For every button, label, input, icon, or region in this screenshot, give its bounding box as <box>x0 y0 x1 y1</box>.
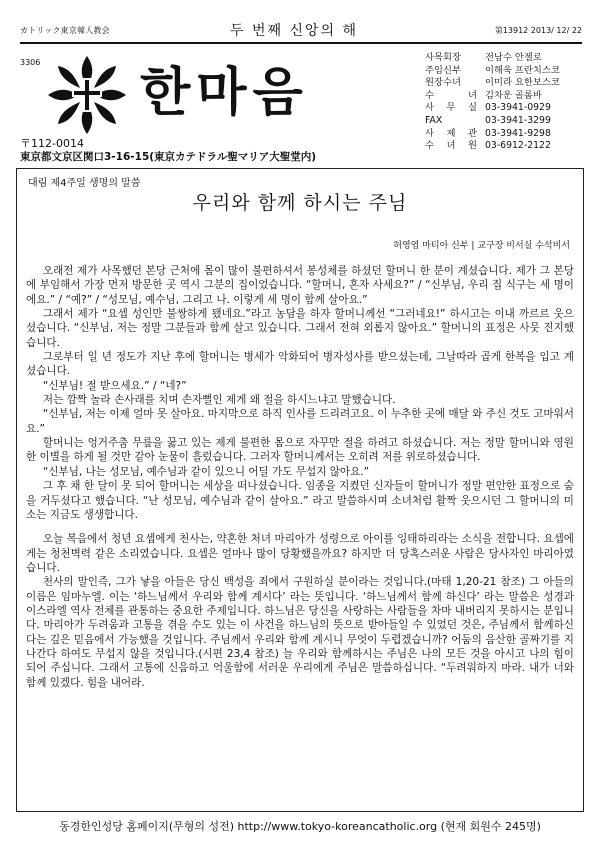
staff-row <box>425 115 585 128</box>
newsletter-title: 한마음 <box>140 62 309 123</box>
article-paragraph: 천사의 말인즉, 그가 낳을 아들은 당신 백성을 죄에서 구원하실 분이라는 것입니다.(마태 1,20-21 참조) 그 아들의 이름은 임마누엘. 이는 ‘하느님께서 우리와 함께 계시다’ 라는 뜻입니다. ‘하느님께서 함께 하신다’ 라는 말씀은 성경과 이스라엘 역사 전체를 관통하는 중요한 주제입니다. 하느님은 당신을 사랑하는 사람들을 차마 내버리지 못하시는 분입니다. 마리아가 두려움과 고통을 겪을 수도 있는 이 사건을 하느님의 뜻으로 받아들일 수 있었던 것은, 주님께서 함께하신다는 깊은 믿음에서 가능했을 것입니다. 주님께서 우리와 함께 계시니 무엇이 두렵겠습니까? 어둠의 음산한 골짜기를 지나간다 하여도 무섭지 않을 것입니다.(시편 23,4 참조) 늘 우리와 함께하시는 주님은 나의 모든 것을 아시고 나의 힘이 되어 주십니다. 그래서 고통에 신음하고 억울함에 서러운 우리에게 주님은 말씀하십니다. “두려워하지 마라. 내가 너와 함께 있겠다. 힘을 내어라. <box>26 576 574 689</box>
staff-row <box>425 128 585 141</box>
address: 東京都文京区関口3-16-15(東京カテドラル聖マリア大聖堂内) <box>20 151 317 163</box>
paragraph-gap <box>26 522 574 532</box>
staff-value: 김차운 골롬바 <box>485 89 542 101</box>
staff-value: 전남수 안젤로 <box>485 52 542 63</box>
staff-label: 사 무 실 <box>425 102 477 114</box>
staff-label: FAX <box>425 114 443 126</box>
staff-row <box>425 140 585 153</box>
footer-website: 동경한인성당 홈페이지(무형의 성전) http://www.tokyo-koreancatholic.org (현재 회원수 245명) <box>59 820 541 833</box>
section-label: 대림 제4주일 생명의 말씀 <box>28 178 141 189</box>
issue-code: 3306 <box>20 58 41 67</box>
staff-row <box>425 77 585 90</box>
staff-label: 사목회장 <box>425 52 461 63</box>
article-paragraph: 오래전 제가 사목했던 본당 근처에 몸이 많이 불편하셔서 봉성체를 하셨던 할머니 한 분이 계셨습니다. 제가 그 본당에 부임해서 가장 먼저 방문한 곳 역시 그분의 집이었습니다. “할머니, 혼자 사세요?” / “신부님, 우리 집 식구는 세 명이에요.” / “예?” / “성모님, 예수님, 그리고 나. 이렇게 세 명이 함께 살아요.” <box>26 265 574 306</box>
article-paragraph: “신부님! 절 받으세요.” / “네?” <box>42 379 187 392</box>
article-paragraph: 그래서 제가 “요셉 성인만 불쌍하게 됐네요.”라고 농담을 하자 할머니께선 “그러네요!” 하시고는 이내 까르르 웃으셨습니다. “신부님, 저는 정말 그분들과 함께 살고 있습니다. 그래서 전혀 외롭지 않아요.” 할머니의 표정은 사뭇 진지했습니다. <box>26 308 574 349</box>
staff-value: 03-6912-2122 <box>485 140 551 152</box>
staff-value: 이미라 요한보스코 <box>485 77 560 89</box>
staff-label: 수 녀 원 <box>425 140 477 152</box>
staff-label: 사 제 관 <box>425 127 477 139</box>
staff-row <box>425 65 585 78</box>
staff-value: 03-3941-9298 <box>485 127 551 139</box>
article-title: 우리와 함께 하시는 주님 <box>192 192 408 214</box>
staff-label: 수 녀 <box>425 89 477 101</box>
article-paragraph: 그 후 채 한 달이 못 되어 할머니는 세상을 떠나셨습니다. 임종을 지켰던 신자들이 할머니가 정말 편안한 표정으로 숨을 거두셨다고 했습니다. “난 성모님, 예수님과 같이 살아요.” 라고 말씀하시며 소녀처럼 활짝 웃으시던 그 할머니의 미소는 지금도 생생합니다. <box>26 480 574 521</box>
staff-value: 이해욱 프란치스코 <box>485 64 560 76</box>
postal-code: 〒112-0014 <box>20 137 84 150</box>
article-body <box>26 264 574 690</box>
cross-flower-logo <box>44 52 130 138</box>
staff-value: 03-3941-3299 <box>485 114 551 126</box>
parish-name: カトリック東京韓人教会 <box>20 26 110 35</box>
article-paragraph: “신부님, 저는 이제 얼마 못 살아요. 마지막으로 하직 인사를 드리려고요. 이 누추한 곳에 매달 와 주신 것도 고마워서요.” <box>26 408 574 435</box>
staff-row <box>425 52 585 65</box>
article-paragraph: 할머니는 엉거주춤 무릎을 꿇고 있는 제게 불편한 몸으로 자꾸만 절을 하려고 하셨습니다. 저는 정말 할머니와 영원한 이별을 하게 될 것만 같아 눈물이 흘렀습니다. 그러자 할머니께서는 오히려 저를 위로하셨습니다. <box>26 437 574 464</box>
article-paragraph: 오늘 복음에서 청년 요셉에게 천사는, 약혼한 처녀 마리아가 성령으로 아이를 잉태하리라는 소식을 전합니다. 요셉에게는 청천벽력 같은 소리였습니다. 요셉은 얼마나 많이 당황했을까요? 하지만 더 당혹스러운 사람은 당사자인 마리아였습니다. <box>26 533 574 574</box>
article-byline: 허영엽 마티아 신부 | 교구장 비서실 수석비서 <box>393 241 570 251</box>
staff-label: 원장수녀 <box>425 77 461 89</box>
top-divider <box>20 42 582 44</box>
article-paragraph: “신부님, 나는 성모님, 예수님과 같이 있으니 어딜 가도 무섭지 않아요.” <box>42 465 370 478</box>
staff-row <box>425 102 585 115</box>
staff-row <box>425 90 585 103</box>
year-theme: 두 번째 신앙의 해 <box>230 23 359 39</box>
staff-directory <box>425 52 585 153</box>
article-paragraph: 그로부터 일 년 정도가 지난 후에 할머니는 병세가 악화되어 병자성사를 받으셨는데, 그날따라 곱게 한복을 입고 계셨습니다. <box>26 351 574 378</box>
staff-value: 03-3941-0929 <box>485 102 551 114</box>
staff-label: 주임신부 <box>425 64 461 76</box>
top-bar <box>20 22 582 40</box>
article-paragraph: 저는 깜짝 놀라 손사래를 치며 손자뻘인 제게 왜 절을 하시느냐고 말했습니다. <box>42 394 396 407</box>
issue-date: 第13912 2013/ 12/ 22 <box>494 26 582 35</box>
